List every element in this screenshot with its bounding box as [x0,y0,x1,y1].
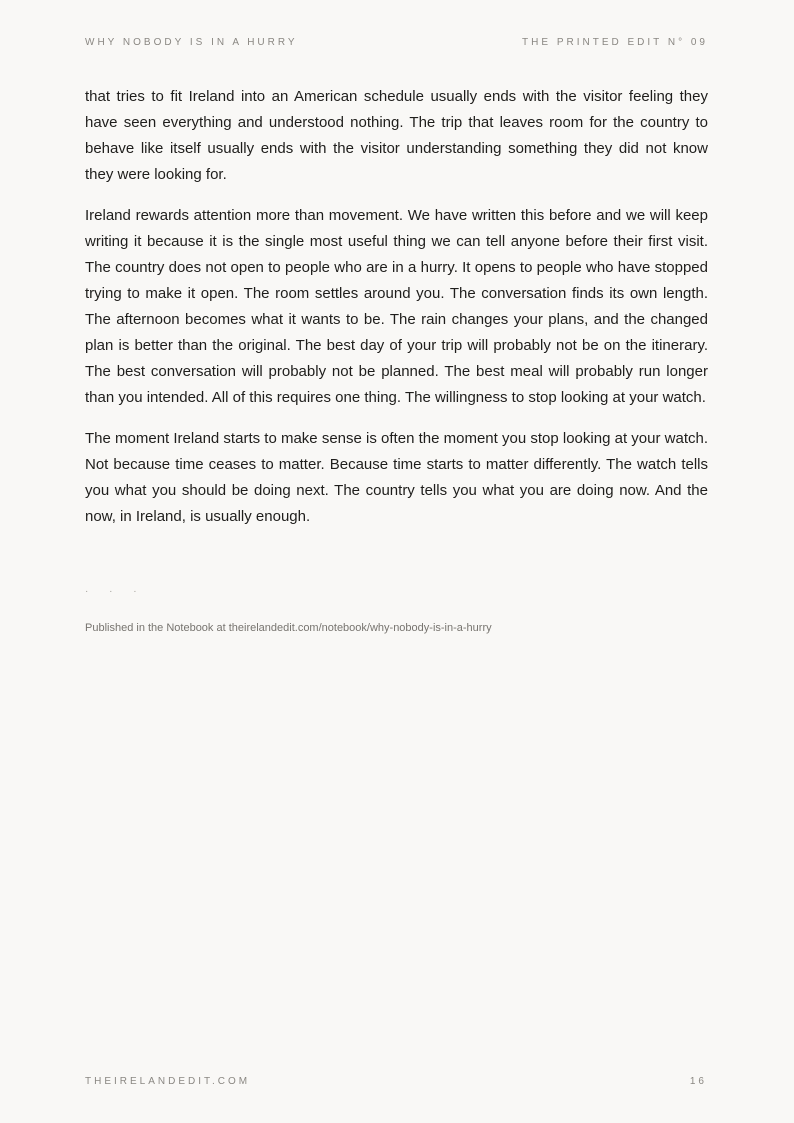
body-paragraph: that tries to fit Ireland into an American schedule usually ends with the visitor feeling they have seen everything and understood nothing. The trip that leaves room for the country to behave like itself usually ends with the visitor understanding something they did not know they were looking for. [85,88,708,183]
page-number: 16 [689,1076,707,1087]
body-paragraph: Ireland rewards attention more than movement. We have written this before and we will keep writing it because it is the single most useful thing we can tell anyone before their first visit. The country does not open to people who are in a hurry. It opens to people who have stopped trying to make it open. The room settles around you. The conversation finds its own length. The afternoon becomes what it wants to be. The rain changes your plans, and the changed plan is better than the original. The best day of your trip will probably not be on the itinerary. The best conversation will probably not be planned. The best meal will probably run longer than you intended. All of this requires one thing. The willingness to stop looking at your watch. [85,207,708,406]
section-separator: · · · [85,586,146,597]
running-footer [85,1076,707,1090]
edition-label: THE PRINTED EDIT N° 09 [522,37,708,48]
site-url: THEIRELANDEDIT.COM [85,1076,251,1087]
published-note: Published in the Notebook at theirelandedit.com/notebook/why-nobody-is-in-a-hurry [85,622,492,634]
body-paragraph: The moment Ireland starts to make sense is often the moment you stop looking at your watch. Not because time ceases to matter. Because time starts to matter differently. The watch tells you what you should be doing next. The country tells you what you are doing now. And the now, in Ireland, is usually enough. [85,430,708,525]
article-body [85,84,708,545]
running-header [85,37,708,51]
article-title: WHY NOBODY IS IN A HURRY [85,37,298,48]
